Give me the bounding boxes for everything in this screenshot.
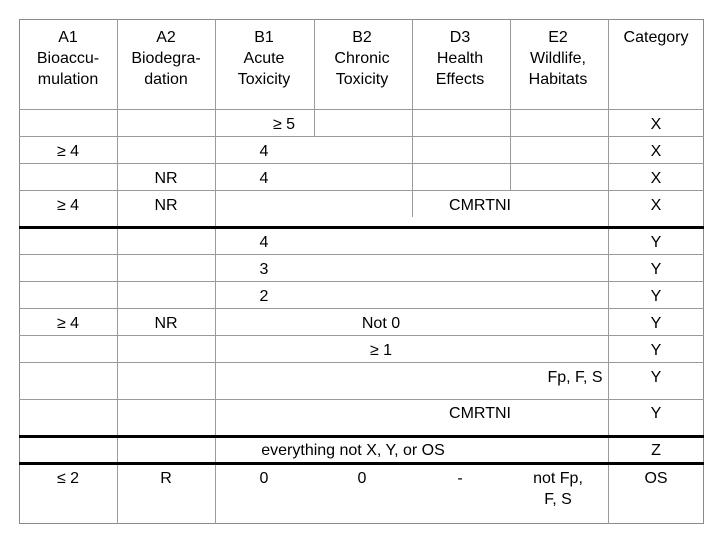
header-bottom: [19, 109, 704, 110]
table-cell-b2: 0: [357, 470, 367, 487]
table-cell-a1: ≥ 4: [56, 197, 80, 214]
table-cell-a1: ≥ 4: [56, 143, 80, 160]
row-line-6: [19, 281, 704, 282]
table-cell-category: X: [650, 197, 662, 214]
table-cell-a2: NR: [154, 315, 178, 332]
table-cell-category: Y: [650, 342, 662, 359]
table-cell-b1: 4: [259, 170, 269, 187]
table-cell-b2: Not 0: [361, 315, 401, 332]
header-category: [624, 27, 689, 48]
table-cell-category: Y: [650, 405, 662, 422]
header-a1-label: Bioaccu- mulation: [36, 50, 100, 88]
table-cell-b1: ≥ 5: [272, 116, 296, 133]
table-cell-category: X: [650, 116, 662, 133]
group-separator-x: [19, 226, 704, 229]
header-b2-label: Chronic Toxicity: [334, 50, 390, 88]
header-a2-id: A2: [156, 29, 176, 46]
table-cell-a2: NR: [154, 170, 178, 187]
col-divider-d3-top: [510, 19, 511, 191]
row-line-7: [19, 308, 704, 309]
header-d3: [436, 27, 485, 90]
header-a2-label: Biodegra- dation: [131, 50, 201, 88]
table-cell-category: OS: [644, 470, 668, 487]
header-a1-id: A1: [58, 29, 78, 46]
table-cell-category: X: [650, 170, 662, 187]
group-separator-z: [19, 462, 704, 465]
table-cell-a1: ≥ 4: [56, 315, 80, 332]
header-d3-label: Health Effects: [435, 50, 485, 88]
table-cell-e2: Fp, F, S: [547, 369, 603, 386]
row-line-2: [19, 163, 704, 164]
header-b1-id: B1: [254, 29, 274, 46]
header-d3-id: D3: [449, 29, 471, 46]
header-b2: [334, 27, 389, 90]
table-cell-d3: CMRTNI: [449, 405, 511, 422]
table-cell-a2: NR: [154, 197, 178, 214]
row-line-1: [19, 136, 704, 137]
row-line-9: [19, 362, 704, 363]
row-line-3: [19, 190, 704, 191]
header-category-label: Category: [623, 29, 689, 46]
row-line-8: [19, 335, 704, 336]
row-line-10: [19, 399, 704, 400]
table-cell-category: Y: [650, 261, 662, 278]
group-separator-y: [19, 435, 704, 438]
header-e2-id: E2: [548, 29, 568, 46]
col-divider-e2: [608, 19, 609, 524]
table-cell-b2: ≥ 1: [369, 342, 393, 359]
criteria-table: [19, 19, 704, 524]
table-cell-category: Y: [650, 234, 662, 251]
col-divider-b1-top: [314, 19, 315, 136]
table-cell-category: Y: [650, 369, 662, 386]
table-cell-e2: not Fp, F, S: [533, 470, 583, 508]
col-divider-a2-top: [215, 19, 216, 109]
table-cell-b1: 2: [259, 288, 269, 305]
header-a1: [37, 27, 99, 90]
table-cell-b1: 4: [259, 234, 269, 251]
table-cell-category: Y: [650, 315, 662, 332]
table-cell-a1: ≤ 2: [56, 470, 80, 487]
header-a2: [131, 27, 200, 90]
table-cell-category: X: [650, 143, 662, 160]
table-cell-b1: 3: [259, 261, 269, 278]
table-cell-b1: 4: [259, 143, 269, 160]
table-cell-category: Y: [650, 288, 662, 305]
table-cell-a2: R: [160, 470, 172, 487]
header-e2-label: Wildlife, Habitats: [528, 50, 588, 88]
table-cell-b1: 0: [259, 470, 269, 487]
header-b2-id: B2: [352, 29, 372, 46]
table-cell-d3: CMRTNI: [449, 197, 511, 214]
col-divider-a1: [117, 19, 118, 524]
header-b1: [238, 27, 290, 90]
col-divider-b2-top: [412, 19, 413, 217]
header-e2: [529, 27, 588, 90]
table-cell-category: Z: [651, 442, 661, 459]
header-b1-label: Acute Toxicity: [237, 50, 291, 88]
row-line-5: [19, 254, 704, 255]
table-cell-d3: -: [457, 470, 463, 487]
table-cell-b1: everything not X, Y, or OS: [261, 442, 445, 459]
